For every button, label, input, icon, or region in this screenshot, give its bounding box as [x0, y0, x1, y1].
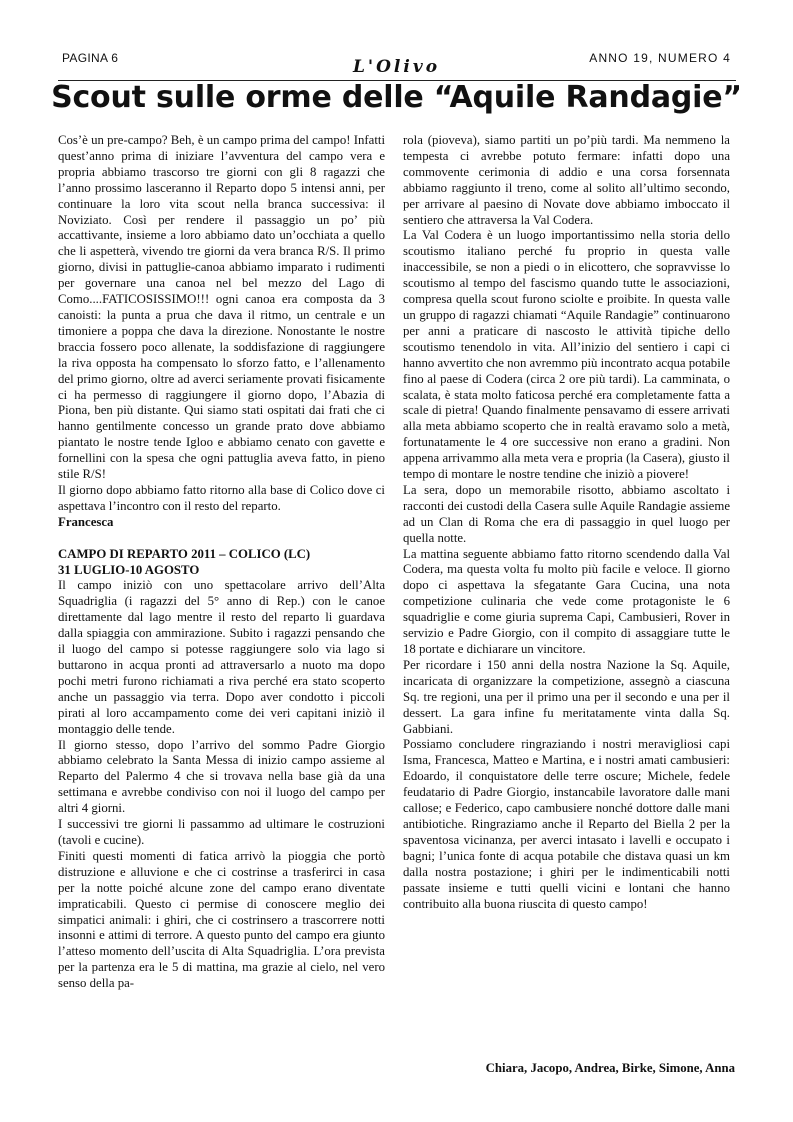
masthead: L'Olivo [352, 57, 441, 77]
paragraph: Per ricordare i 150 anni della nostra Nazione la Sq. Aquile, incaricata di organizzare la competizione, assegnò a ciascuna Sq. tre regioni, una per il primo una per il secondo e una per il dessert. La gara infine fu meritatamente vinta dalla Sq. Gabbiani. [403, 657, 730, 736]
article-title: Scout sulle orme delle “Aquile Randagie” [51, 80, 742, 115]
paragraph: Finiti questi momenti di fatica arrivò la pioggia che portò distruzione e alluvione e che ci costrinse a trasferirci in casa per la notte poiché alcune zone del campo erano diventate impraticabili. Questo ci permise di conoscere meglio dei simpatici animali: i ghiri, che ci costrinsero a trascorrere notti insonni e attimi di terrore. A questo punto del campo era giunto l’atteso momento dell’uscita di Alta Squadriglia. L’ora prevista per la partenza era le 5 di mattina, ma grazie al cielo, nel vero senso della pa- [58, 848, 385, 991]
paragraph: Il giorno dopo abbiamo fatto ritorno alla base di Colico dove ci aspettava l’incontro con il resto del reparto. [58, 482, 385, 513]
paragraph: I successivi tre giorni li passammo ad ultimare le costruzioni (tavoli e cucine). [58, 817, 385, 847]
section-spacer [58, 531, 385, 547]
paragraph: Il giorno stesso, dopo l’arrivo del sommo Padre Giorgio abbiamo celebrato la Santa Messa di inizio campo assieme al Reparto del Palermo 4 che si trovava nella base già da una settimana e avrebbe condiviso con noi il luogo del campo per altri 4 giorni. [58, 737, 385, 816]
paragraph: La mattina seguente abbiamo fatto ritorno scendendo dalla Val Codera, ma questa volta fu molto più facile e veloce. Il giorno dopo ci aspettava la sfegatante Gara Cucina, una nota competizione culinaria che vede come protagoniste le 6 squadriglie e come giuria suprema Capi, Cambusieri, Rover in servizio e Padre Giorgio, con il compito di assaggiare tutte le 18 portate e dichiarare un vincitore. [403, 546, 730, 656]
page-number: PAGINA 6 [62, 51, 119, 65]
right-column [403, 133, 730, 912]
paragraph: La sera, dopo un memorabile risotto, abbiamo ascoltato i racconti dei custodi della Casera sulle Aquile Randagie assieme ad un Clan di Roma che era di passaggio in quel luogo per quella notte. [403, 482, 730, 545]
paragraph: Possiamo concludere ringraziando i nostri meravigliosi capi Isma, Francesca, Matteo e Martina, e i nostri amati cambusieri: Edoardo, il conquistatore delle terre oscure; Michele, fedele feudatario di Padre Giorgio, instancabile lavoratore dalle mani callose; e Federico, capo cambusiere nonché dottore dalle mani antibiotiche. Ringraziamo anche il Reparto del Biella 2 per la spaventosa vicinanza, per averci intasato i lavelli e occupato i bagni; l’unica fonte di acqua potabile che distava quasi un km dalla nostra postazione; i ghiri per le indimenticabili notti passate insieme e tutti quelli vicini e lontani che hanno contribuito alla buona riuscita di questo campo! [403, 737, 730, 911]
left-column [58, 133, 385, 992]
paragraph: rola (pioveva), siamo partiti un po’più tardi. Ma nemmeno la tempesta ci avrebbe potuto fermare: infatti dopo una commovente cerimonia di addio e una corsa forsennata abbiamo raggiunto il treno, come al solito all’ultimo secondo, per arrivare al paesino di Novate dove abbiamo imboccato il sentiero che attraversa la Val Codera. [403, 133, 730, 227]
paragraph: Cos’è un pre-campo? Beh, è un campo prima del campo! Infatti quest’anno prima di iniziare l’avventura del campo vera e propria abbiamo trascorso tre giorni con gli 8 ragazzi che l’anno prossimo lasceranno il Reparto dopo 5 intensi anni, per continuare la loro vita scout nella branca successiva: il Noviziato. Così per rendere il passaggio un po’ più accattivante, insieme a loro abbiamo dato un’occhiata a quello che li aspetterà, vivendo tre giorni da vera branca R/S. Il primo giorno, divisi in pattuglie-canoa abbiamo imparato i rudimenti per governare una canoa nel bel mezzo del Lago di Como....FATICOSISSIMO!!! ogni canoa era composta da 3 canoisti: la punta a prua che dava il ritmo, un centrale e un timoniere a poppa che dava la direzione. Nonostante le nostre braccia fossero poco allenate, la soddisfazione di raggiungere la riva opposta ha compensato lo sforzo fatto, e l’allenamento del primo giorno, oltre ad averci seriamente provati fisicamente ci ha permesso di raggiungere il giorno dopo, l’Abazia di Piona, ben più distante. Qui siamo stati ospitati dai frati che ci hanno gentilmente concesso un grande prato dove abbiamo piantato le nostre tende Igloo e abbiamo cenato con gavette e fornellini con la spesa che ogni pattuglia aveva fatto, in pieno stile R/S! [58, 133, 385, 482]
author-name: Francesca [58, 514, 114, 529]
article-signature: Chiara, Jacopo, Andrea, Birke, Simone, Anna [485, 1061, 735, 1075]
section-dates: 31 LUGLIO-10 AGOSTO [58, 562, 200, 577]
paragraph: Il campo iniziò con uno spettacolare arrivo dell’Alta Squadriglia (i ragazzi del 5° anno di Rep.) con le canoe direttamente dal lago mentre il resto del reparto li guardava dalla spiaggia con ammirazione. Subito i ragazzi pensando che il luogo del campo si potesse raggiungere solo via lago si buttarono in acqua pronti ad attraversarlo a nuoto ma dopo pochi metri furono richiamati a riva perché era stato scoperto anche un passaggio via terra. Dopo aver condotto i piccoli pirati al loro accampamento come dei veri capitani iniziò il montaggio delle tende. [58, 578, 385, 736]
paragraph: La Val Codera è un luogo importantissimo nella storia dello scoutismo italiano perché fu proprio in questa valle inaccessibile, se non a piedi o in elicottero, che sopravvisse lo scoutismo al tempo del fascismo quando tutte le associazioni, compresa quella scout furono sciolte e proibite. In questa valle un gruppo di ragazzi chiamati “Aquile Randagie” continuarono per anni a praticare di nascosto le attività tipiche dello scoutismo tenendolo in vita. All’inizio del sentiero i capi ci hanno avvertito che non avremmo più incontrato acqua potabile fino al paese di Codera (circa 2 ore più tardi). La camminata, o scalata, è stata molto faticosa perché era completamente fatta a scale di pietra! Quando finalmente pensavamo di essere arrivati alla meta abbiamo scoperto che in realtà eravamo solo a metà, fortunatamente le 4 ore successive non erano a gradini. Non appena arrivammo alla meta vera e propria (la Casera), giusto il tempo di montare le nostre tendine che iniziò a piovere! [403, 228, 730, 482]
issue-number: ANNO 19, NUMERO 4 [589, 51, 731, 65]
section-heading: CAMPO DI REPARTO 2011 – COLICO (LC) [58, 546, 311, 561]
